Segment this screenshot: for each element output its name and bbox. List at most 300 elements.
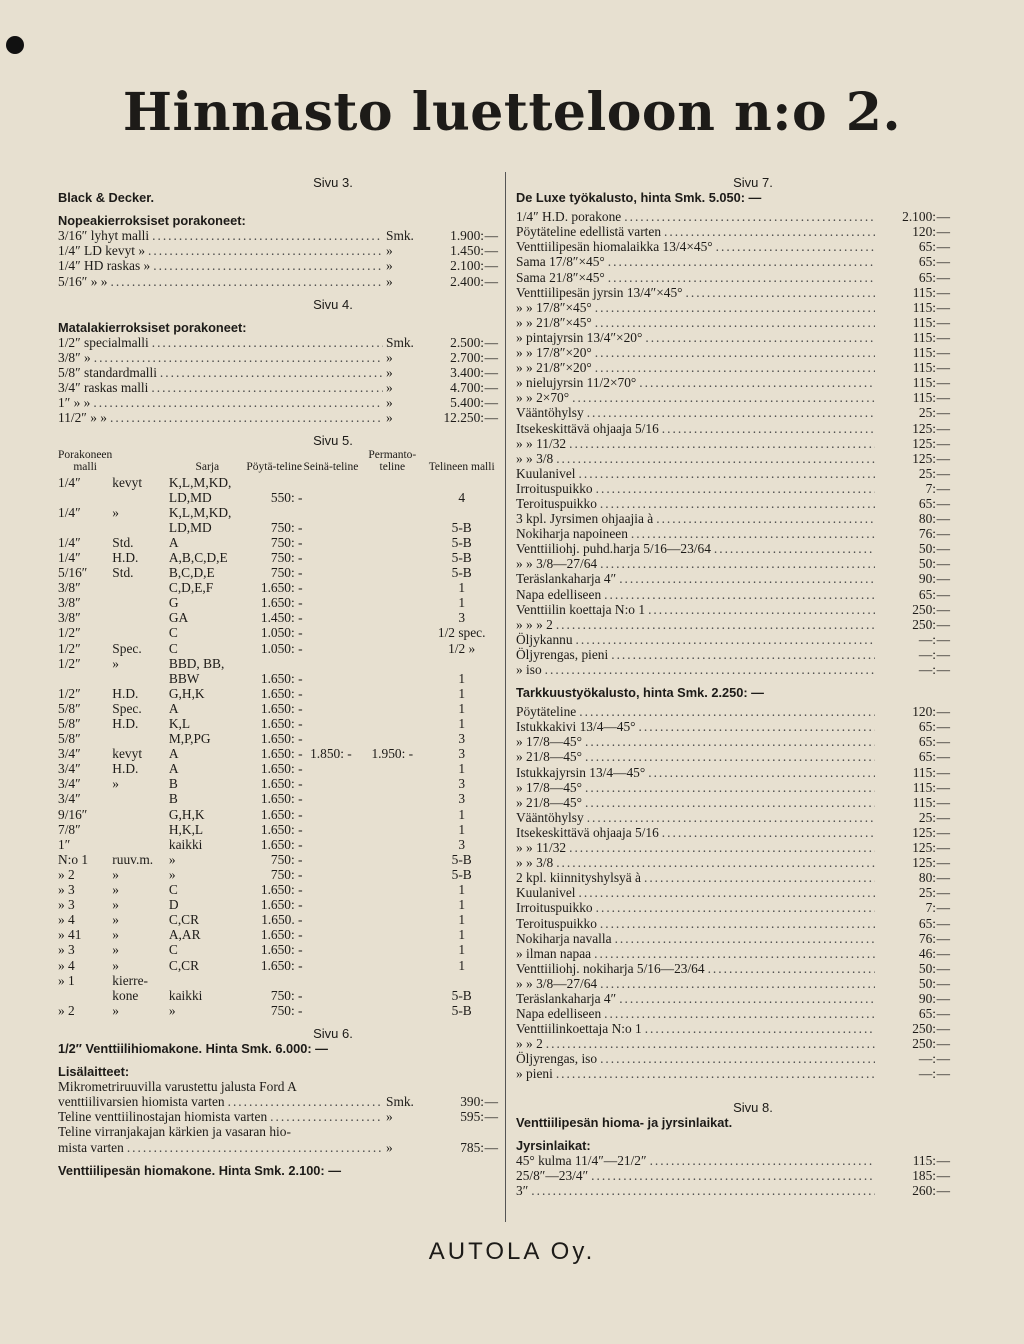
item-label: Öljykannu: [516, 631, 573, 647]
table-cell: 1.650: -: [260, 746, 303, 762]
table-cell: K,L,M,KD,: [168, 504, 232, 520]
item-dash: —: [936, 749, 950, 765]
table-cell: [303, 1003, 360, 1018]
item-price: 80:: [918, 511, 936, 527]
item-price: 115:: [912, 284, 936, 300]
item-dash: —: [936, 990, 950, 1006]
table-cell: [303, 731, 360, 746]
table-cell: 1: [458, 912, 466, 928]
item-dash: —: [936, 450, 950, 466]
table-cell: [112, 580, 169, 595]
table-cell: 5/8″: [58, 731, 81, 747]
dot-leader: [631, 526, 875, 541]
table-cell: 750: -: [270, 549, 303, 565]
table-cell: [425, 505, 498, 520]
item-price: 390:: [460, 1094, 484, 1110]
table-cell: [303, 656, 360, 671]
item-price: 125:: [912, 840, 936, 856]
item-price: 115:: [912, 299, 936, 315]
item-label: Venttiilipesän hiomalaikka 13/4×45°: [516, 239, 713, 255]
item-dash: —: [936, 299, 950, 315]
item-dash: —: [936, 390, 950, 406]
column-divider: [505, 172, 506, 1222]
dot-leader: [594, 946, 875, 961]
price-row: [516, 511, 950, 526]
item-unit: »: [386, 349, 393, 365]
table-cell: H.D.: [112, 685, 139, 701]
item-dash: —: [484, 365, 498, 381]
item-label: » » 17/8″×45°: [516, 299, 592, 315]
table-cell: BBW: [168, 670, 200, 686]
item-dash: —: [484, 1094, 498, 1110]
price-row: [516, 1006, 950, 1021]
table-cell: [112, 595, 169, 610]
table-cell: C: [168, 625, 178, 641]
table-cell: »: [168, 851, 176, 867]
table-cell: ruuv.m.: [112, 851, 154, 867]
table-header-cell: Telineen malli: [428, 460, 495, 473]
table-cell: 1: [458, 882, 466, 898]
table-cell: [359, 912, 425, 927]
item-label: Venttiiliohj. nokiharja 5/16—23/64: [516, 960, 705, 976]
table-row: [58, 776, 498, 791]
table-cell: [359, 550, 425, 565]
table-cell: 1: [458, 821, 466, 837]
venttiili-line: 1/2″ Venttiilihiomakone. Hinta Smk. 6.000: —: [58, 1040, 328, 1056]
item-price: 46:: [918, 945, 936, 961]
dot-leader: [569, 840, 875, 855]
item-label: » » 3/8: [516, 450, 554, 466]
item-dash: —: [936, 840, 950, 856]
item-price: 65:: [918, 749, 936, 765]
dot-leader: [604, 1006, 875, 1021]
item-dash: —: [936, 885, 950, 901]
table-cell: [303, 550, 360, 565]
table-cell: [359, 701, 425, 716]
price-row: [516, 405, 950, 420]
table-cell: [303, 505, 360, 520]
table-cell: [359, 716, 425, 731]
table-cell: [425, 656, 498, 671]
table-cell: [303, 822, 360, 837]
item-unit: Smk.: [386, 1094, 414, 1110]
table-cell: »: [112, 897, 119, 913]
item-price: 90:: [918, 990, 936, 1006]
table-cell: 3: [458, 791, 466, 807]
table-cell: » 3: [58, 942, 75, 958]
section-sivu-3: Sivu 3.: [313, 175, 353, 190]
dot-leader: [585, 734, 875, 749]
table-cell: »: [168, 866, 176, 882]
dot-leader: [556, 617, 875, 632]
dot-leader: [664, 224, 875, 239]
table-cell: [303, 580, 360, 595]
item-dash: —: [936, 435, 950, 451]
item-label: » » 2: [516, 1036, 543, 1052]
table-row: [58, 610, 498, 625]
mata-heading: Matalakierroksiset porakoneet:: [58, 319, 247, 335]
table-cell: H,K,L: [168, 821, 204, 837]
table-cell: [303, 520, 360, 535]
table-cell: [246, 505, 303, 520]
item-label: Istukkajyrsin 13/4—45°: [516, 764, 646, 780]
item-dash: —: [936, 960, 950, 976]
table-cell: B: [168, 791, 178, 807]
item-dash: —: [936, 719, 950, 735]
table-cell: [359, 867, 425, 882]
table-cell: [359, 625, 425, 640]
item-price: 1.900:: [450, 228, 484, 244]
table-cell: C: [168, 942, 178, 958]
table-cell: » 3: [58, 882, 75, 898]
table-cell: 750: -: [270, 519, 303, 535]
item-unit: »: [386, 1139, 393, 1155]
section-sivu-4: Sivu 4.: [313, 296, 353, 312]
item-label: 5/8″ standardmalli: [58, 365, 157, 381]
table-cell: [303, 490, 360, 505]
table-cell: A: [168, 746, 179, 762]
price-row: [516, 1168, 950, 1183]
table-cell: Spec.: [112, 700, 142, 716]
table-cell: [359, 958, 425, 973]
item-label: 1″ » »: [58, 395, 91, 411]
item-label: Teräslankaharja 4″: [516, 990, 617, 1006]
price-row: [516, 330, 950, 345]
item-label: 1/4″ LD kevyt »: [58, 243, 146, 259]
item-dash: —: [936, 480, 950, 496]
dot-leader: [686, 285, 875, 300]
item-dash: —: [936, 1021, 950, 1037]
table-cell: [303, 625, 360, 640]
dot-leader: [153, 258, 383, 273]
table-cell: [303, 897, 360, 912]
price-row: [516, 825, 950, 840]
item-unit: »: [386, 243, 393, 259]
table-row: [58, 958, 498, 973]
price-row: [516, 855, 950, 870]
dot-leader: [546, 1036, 875, 1051]
table-cell: 5/8″: [58, 700, 81, 716]
table-cell: [303, 852, 360, 867]
price-row: [516, 1153, 950, 1168]
table-cell: 1.650: -: [260, 716, 303, 731]
table-cell: 1.650: -: [260, 776, 303, 792]
price-row: [58, 258, 498, 273]
laikat-heading: Venttiilipesän hioma- ja jyrsinlaikat.: [516, 1114, 733, 1130]
jyrsin-heading: Jyrsinlaikat:: [516, 1137, 591, 1153]
table-cell: [303, 791, 360, 806]
table-cell: [359, 927, 425, 942]
price-row: [516, 300, 950, 315]
price-row: [516, 647, 950, 662]
table-cell: 750: -: [270, 987, 303, 1003]
item-label: Öljyrengas, pieni: [516, 646, 609, 662]
table-cell: [303, 958, 360, 973]
table-row: [58, 686, 498, 701]
dot-leader: [645, 330, 875, 345]
item-price: 115:: [912, 1152, 936, 1168]
item-label: Teroituspuikko: [516, 915, 597, 931]
table-row: [58, 641, 498, 656]
item-label: Kuulanivel: [516, 885, 576, 901]
table-cell: 1.650: -: [260, 670, 303, 686]
table-cell: [112, 791, 169, 806]
section-sivu-6: Sivu 6.: [313, 1025, 353, 1041]
dot-leader: [615, 931, 875, 946]
item-price: 90:: [918, 571, 936, 587]
item-price: 50:: [918, 975, 936, 991]
price-row: [516, 795, 950, 810]
dot-leader: [595, 360, 875, 375]
table-cell: » 41: [58, 927, 82, 943]
item-price: 2.700:: [450, 349, 484, 365]
lisa-list: [58, 1079, 498, 1154]
price-row: [516, 587, 950, 602]
item-price: 25:: [918, 405, 936, 421]
item-price: 65:: [918, 734, 936, 750]
table-cell: 5-B: [451, 519, 472, 535]
table-cell: 1.650: -: [260, 836, 303, 852]
dot-leader: [600, 1051, 875, 1066]
table-cell: » 1: [58, 972, 75, 988]
item-dash: —: [936, 870, 950, 886]
table-row: [58, 807, 498, 822]
table-cell: 1: [458, 670, 466, 686]
item-dash: —: [936, 511, 950, 527]
table-cell: »: [112, 882, 119, 898]
dot-leader: [585, 749, 875, 764]
price-row: [516, 931, 950, 946]
table-cell: [303, 912, 360, 927]
item-price: 76:: [918, 526, 936, 542]
table-row: [58, 867, 498, 882]
dot-leader: [579, 885, 876, 900]
price-row: [516, 345, 950, 360]
table-cell: »: [112, 942, 119, 958]
table-cell: 1.650: -: [260, 580, 303, 596]
item-label: 3/16″ lyhyt malli: [58, 228, 150, 244]
dot-leader: [595, 315, 875, 330]
table-row: [58, 625, 498, 640]
item-dash: —: [936, 704, 950, 720]
price-row: [516, 704, 950, 719]
table-cell: 3/4″: [58, 746, 81, 762]
price-row: [516, 315, 950, 330]
item-dash: —: [936, 764, 950, 780]
table-cell: Spec.: [112, 640, 142, 656]
table-cell: [112, 731, 169, 746]
item-price: 250:: [912, 601, 936, 617]
table-cell: C,CR: [168, 912, 200, 928]
table-cell: LD,MD: [168, 489, 212, 505]
table-cell: D: [168, 897, 179, 913]
item-price: 65:: [918, 239, 936, 255]
item-price: 250:: [912, 616, 936, 632]
table-row: [58, 490, 498, 505]
table-cell: 1: [458, 716, 466, 731]
item-dash: —: [484, 243, 498, 259]
table-cell: 3/4″: [58, 791, 81, 807]
item-label: 11/2″ » »: [58, 410, 107, 426]
price-row: [516, 209, 950, 224]
item-unit: »: [386, 258, 393, 274]
tark-list: [516, 704, 950, 1081]
table-cell: [359, 656, 425, 671]
hiomakone-line: Venttiilipesän hiomakone. Hinta Smk. 2.100: —: [58, 1162, 342, 1178]
table-cell: [303, 882, 360, 897]
table-cell: [359, 882, 425, 897]
table-cell: 1.650: -: [260, 821, 303, 837]
price-row: [516, 916, 950, 931]
item-dash: —: [936, 495, 950, 511]
dot-leader: [619, 991, 875, 1006]
item-dash: —: [484, 273, 498, 289]
item-label: Venttiiliohj. puhd.harja 5/16—23/64: [516, 541, 711, 557]
table-row: [58, 701, 498, 716]
table-cell: 1.650: -: [260, 685, 303, 701]
price-row: [58, 410, 498, 425]
item-price: 50:: [918, 556, 936, 572]
item-price: 785:: [460, 1139, 484, 1155]
table-cell: [303, 776, 360, 791]
publisher-footer: AUTOLA Oy.: [428, 1238, 596, 1265]
table-cell: [359, 595, 425, 610]
table-row: [58, 595, 498, 610]
dot-leader: [228, 1094, 383, 1109]
table-cell: »: [168, 1002, 176, 1018]
dot-leader: [556, 1066, 875, 1081]
table-cell: »: [112, 776, 119, 792]
table-row: [58, 535, 498, 550]
table-cell: »: [112, 1002, 119, 1018]
table-cell: [359, 942, 425, 957]
item-price: 80:: [918, 870, 936, 886]
price-row: [516, 526, 950, 541]
table-cell: [359, 988, 425, 1003]
item-label: 1/2″ specialmalli: [58, 334, 149, 350]
price-row: [516, 976, 950, 991]
table-row: [58, 716, 498, 731]
price-row: [516, 1183, 950, 1198]
item-label: 3 kpl. Jyrsimen ohjaajia à: [516, 511, 654, 527]
table-row: [58, 580, 498, 595]
section-sivu-8: Sivu 8.: [733, 1099, 773, 1115]
item-label: Pöytäteline edellistä varten: [516, 224, 662, 240]
nopea-list: [58, 228, 498, 288]
table-cell: [359, 671, 425, 686]
item-dash: —: [936, 1183, 950, 1198]
table-cell: 1.650. -: [261, 912, 303, 928]
table-header-cell: Pöytä-teline: [246, 460, 302, 473]
item-price: 2.100:: [902, 209, 936, 225]
table-cell: 4: [458, 489, 466, 505]
table-cell: 1/4″: [58, 474, 81, 490]
price-row: [58, 274, 498, 289]
dot-leader: [94, 350, 383, 365]
deluxe-list: [516, 209, 950, 677]
table-cell: 5-B: [451, 534, 472, 550]
item-unit: »: [386, 395, 393, 411]
table-cell: K,L,M,KD,: [168, 474, 232, 490]
table-cell: » 2: [58, 1002, 75, 1018]
table-cell: B: [168, 776, 178, 792]
table-cell: » 4: [58, 912, 75, 928]
table-cell: [359, 807, 425, 822]
tark-heading: Tarkkuustyökalusto, hinta Smk. 2.250: —: [516, 685, 764, 701]
item-label: Napa edelliseen: [516, 1006, 602, 1022]
table-cell: 750: -: [270, 851, 303, 867]
price-row: [516, 719, 950, 734]
item-price: —:: [918, 1051, 936, 1067]
price-row: [516, 285, 950, 300]
table-cell: 1/2 »: [448, 640, 476, 656]
table-row: [58, 942, 498, 957]
item-label: 1/4″ HD raskas »: [58, 258, 151, 274]
table-cell: [112, 837, 169, 852]
dot-leader: [596, 900, 875, 915]
item-dash: —: [484, 410, 498, 426]
table-cell: 1.650: -: [260, 761, 303, 777]
table-cell: 1.050: -: [260, 625, 303, 641]
table-cell: A: [168, 761, 179, 777]
item-unit: »: [386, 410, 393, 426]
table-cell: [303, 686, 360, 701]
item-dash: —: [936, 824, 950, 840]
table-cell: 1″: [58, 836, 71, 852]
table-cell: [359, 610, 425, 625]
item-price: 1.450:: [450, 243, 484, 259]
table-cell: 3/8″: [58, 580, 81, 596]
item-dash: —: [936, 586, 950, 602]
item-label: Teräslankaharja 4″: [516, 571, 617, 587]
table-cell: [303, 475, 360, 490]
table-cell: 1.650: -: [260, 957, 303, 973]
table-cell: [303, 761, 360, 776]
dot-leader: [110, 410, 383, 425]
table-row: [58, 897, 498, 912]
item-dash: —: [936, 360, 950, 376]
table-cell: [359, 641, 425, 656]
dot-leader: [596, 481, 875, 496]
item-price: 25:: [918, 885, 936, 901]
item-label: Sama 17/8″×45°: [516, 254, 605, 270]
price-row: [516, 224, 950, 239]
table-cell: [359, 822, 425, 837]
table-cell: A: [168, 700, 179, 716]
table-cell: [359, 776, 425, 791]
table-cell: [303, 716, 360, 731]
table-cell: » 4: [58, 957, 75, 973]
table-cell: »: [112, 655, 119, 671]
price-row: [516, 1066, 950, 1081]
item-label: » 17/8—45°: [516, 734, 582, 750]
table-cell: » 3: [58, 897, 75, 913]
table-cell: [359, 490, 425, 505]
item-dash: —: [936, 1051, 950, 1067]
table-cell: [169, 973, 246, 988]
item-dash: —: [936, 1152, 950, 1168]
table-cell: [303, 942, 360, 957]
table-cell: 3/8″: [58, 610, 81, 626]
table-cell: 750: -: [270, 866, 303, 882]
item-price: —:: [918, 631, 936, 647]
table-cell: 1: [458, 700, 466, 716]
item-price: 65:: [918, 495, 936, 511]
price-row: [516, 360, 950, 375]
table-cell: [303, 988, 360, 1003]
table-cell: 1.650: -: [260, 897, 303, 913]
item-label: Venttiilinkoettaja N:o 1: [516, 1021, 642, 1037]
